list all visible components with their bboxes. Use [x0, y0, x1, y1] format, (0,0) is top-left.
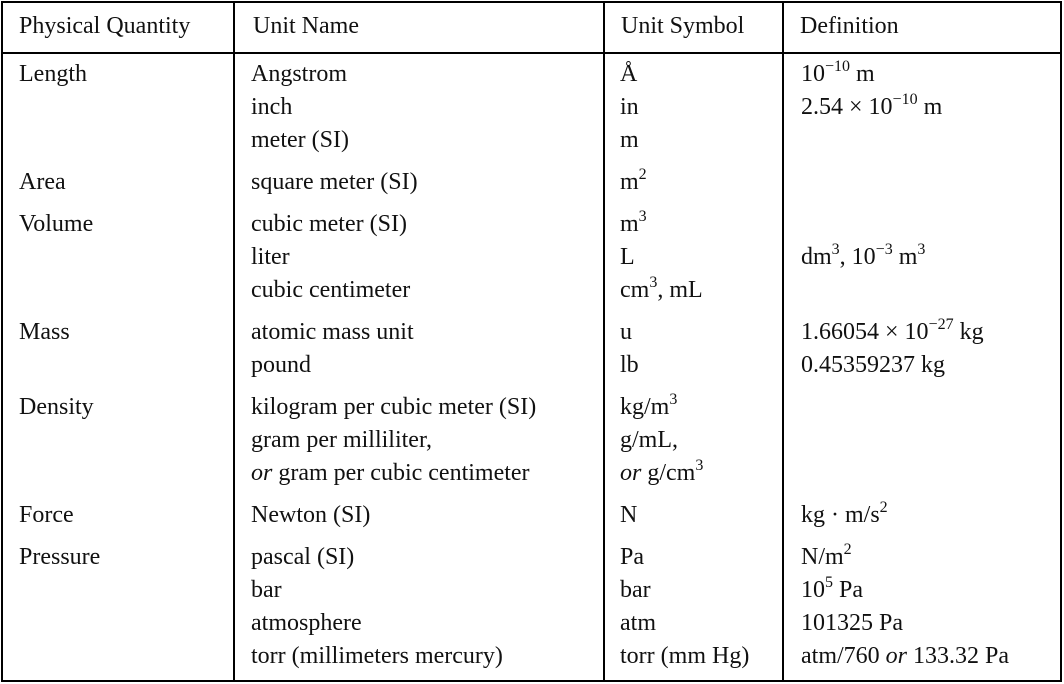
header-divider	[3, 52, 1060, 54]
column-divider	[782, 3, 784, 680]
header-unit-name: Unit Name	[253, 13, 359, 39]
unit-definition: kg · $m/s^2$	[801, 499, 888, 528]
unit-name: or gram per cubic centimeter	[251, 460, 530, 486]
unit-symbol: $cm^3$, mL	[620, 274, 703, 303]
unit-name: atmosphere	[251, 610, 362, 636]
unit-name: inch	[251, 94, 293, 120]
quantity-label: Density	[19, 394, 94, 420]
quantity-label: Pressure	[19, 544, 101, 570]
unit-name: cubic centimeter	[251, 277, 411, 303]
unit-name: atomic mass unit	[251, 319, 414, 345]
unit-definition: 101325 Pa	[801, 610, 903, 636]
unit-symbol: u	[620, 319, 632, 345]
unit-definition: $10^{-10}$ m	[801, 58, 875, 87]
unit-name: pascal (SI)	[251, 544, 355, 570]
unit-symbol: g/mL,	[620, 427, 678, 453]
header-unit-symbol: Unit Symbol	[621, 13, 745, 39]
unit-definition: $10^5$ Pa	[801, 574, 863, 603]
unit-symbol: $m^3$	[620, 208, 647, 237]
unit-definition: atm/760 or 133.32 Pa	[801, 643, 1009, 669]
unit-symbol: N	[620, 502, 638, 528]
unit-definition: $dm^3$, $10^{-3}$ $m^3$	[801, 241, 926, 270]
quantity-label: Force	[19, 502, 74, 528]
quantity-label: Length	[19, 61, 87, 87]
unit-symbol: Pa	[620, 544, 644, 570]
unit-name: Newton (SI)	[251, 502, 371, 528]
unit-name: pound	[251, 352, 311, 378]
unit-definition: $1.66054 \times 10^{-27}$ kg	[801, 316, 984, 345]
unit-symbol: torr (mm Hg)	[620, 643, 750, 669]
unit-name: liter	[251, 244, 290, 270]
unit-name: gram per milliliter,	[251, 427, 432, 453]
unit-name: kilogram per cubic meter (SI)	[251, 394, 537, 420]
unit-symbol: atm	[620, 610, 656, 636]
unit-symbol: in	[620, 94, 639, 120]
column-divider	[603, 3, 605, 680]
unit-definition: $N/m^2$	[801, 541, 852, 570]
unit-definition: $2.54 \times 10^{-10}$ m	[801, 91, 943, 120]
unit-definition: 0.45359237 kg	[801, 352, 945, 378]
quantity-label: Volume	[19, 211, 94, 237]
units-table	[1, 1, 1062, 682]
header-definition: Definition	[800, 13, 899, 39]
quantity-label: Area	[19, 169, 66, 195]
unit-name: square meter (SI)	[251, 169, 418, 195]
unit-symbol: m	[620, 127, 639, 153]
unit-symbol: Å	[620, 61, 638, 87]
unit-symbol: L	[620, 244, 635, 270]
unit-name: cubic meter (SI)	[251, 211, 407, 237]
column-divider	[233, 3, 235, 680]
unit-name: Angstrom	[251, 61, 347, 87]
quantity-label: Mass	[19, 319, 70, 345]
header-physical-quantity: Physical Quantity	[19, 13, 191, 39]
unit-symbol: lb	[620, 352, 639, 378]
unit-symbol: $m^2$	[620, 166, 647, 195]
unit-name: bar	[251, 577, 282, 603]
unit-symbol: bar	[620, 577, 651, 603]
unit-symbol: or $g/cm^3$	[620, 457, 704, 486]
unit-name: meter (SI)	[251, 127, 349, 153]
unit-symbol: $kg/m^3$	[620, 391, 678, 420]
unit-name: torr (millimeters mercury)	[251, 643, 503, 669]
